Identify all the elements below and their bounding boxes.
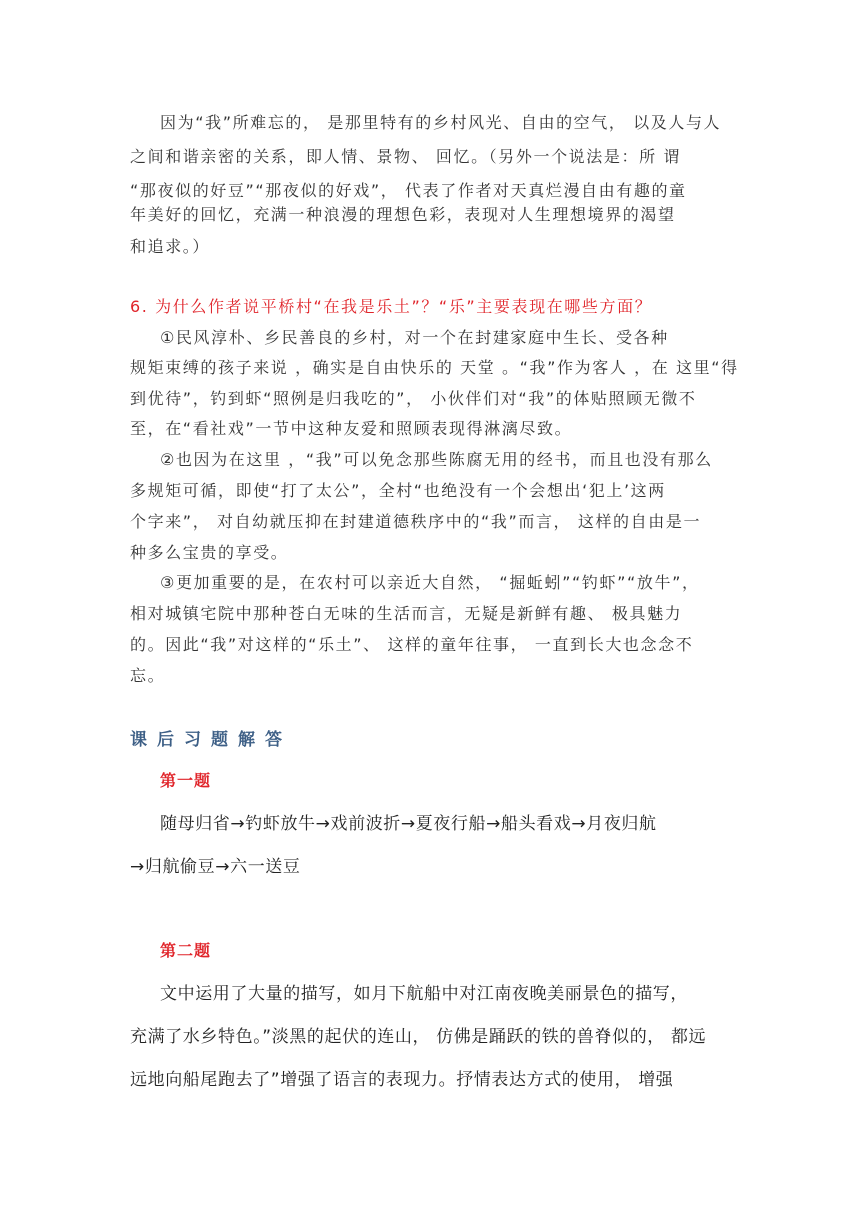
answer-line: ②也因为在这里 ，“我”可以免念那些陈腐无用的经书，而且也没有那么 bbox=[160, 450, 713, 469]
q1-answer-line: →归航偷豆→六一送豆 bbox=[130, 857, 301, 877]
answer-line: 个字来”， 对自幼就压抑在封建道德秩序中的“我”而言， 这样的自由是一 bbox=[130, 512, 702, 531]
paragraph-line: 年美好的回忆，充满一种浪漫的理想色彩，表现对人生理想境界的渴望 bbox=[130, 205, 676, 224]
answer-line: 的。因此“我”对这样的“乐土”、 这样的童年往事， 一直到长大也念念不 bbox=[130, 635, 694, 654]
answer-line: 种多么宝贵的享受。 bbox=[130, 543, 289, 562]
paragraph-line: 和追求。） bbox=[130, 237, 211, 256]
q1-heading: 第一题 bbox=[160, 771, 212, 790]
answer-line: 至，在“看社戏”一节中这种友爱和照顾表现得淋漓尽致。 bbox=[130, 419, 573, 438]
answer-line: ③更加重要的是，在农村可以亲近大自然， “掘蚯蚓”“钓虾”“放牛”， bbox=[160, 573, 700, 592]
answer-line: 到优待”，钓到虾“照例是归我吃的”， 小伙伴们对“我”的体贴照顾无微不 bbox=[130, 389, 697, 408]
q2-answer-line: 充满了水乡特色。”淡黑的起伏的连山， 仿佛是踊跃的铁的兽脊似的， 都远 bbox=[130, 1027, 707, 1047]
q2-answer-line: 文中运用了大量的描写，如月下航船中对江南夜晚美丽景色的描写， bbox=[160, 984, 688, 1004]
answer-line: ①民风淳朴、乡民善良的乡村，对一个在封建家庭中生长、受各种 bbox=[160, 328, 669, 347]
answer-line: 多规矩可循，即使“打了太公”，全村“也绝没有一个会想出‘犯上’这两 bbox=[130, 481, 666, 500]
paragraph-line: 之间和谐亲密的关系，即人情、景物、 回忆。（另外一个说法是：所 谓 bbox=[130, 147, 681, 166]
paragraph-line: 因为“我”所难忘的， 是那里特有的乡村风光、自由的空气， 以及人与人 bbox=[160, 113, 722, 132]
section-title: 课后习题解答 bbox=[130, 730, 292, 750]
q2-answer-line: 远地向船尾跑去了”增强了语言的表现力。抒情表达方式的使用， 增强 bbox=[130, 1070, 674, 1090]
answer-line: 相对城镇宅院中那种苍白无味的生活而言，无疑是新鲜有趣、 极具魅力 bbox=[130, 604, 683, 623]
answer-line: 忘。 bbox=[130, 666, 166, 685]
paragraph-line: “那夜似的好豆”“那夜似的好戏”， 代表了作者对天真烂漫自由有趣的童 bbox=[130, 181, 687, 200]
q1-answer-line: 随母归省→钓虾放牛→戏前波折→夏夜行船→船头看戏→月夜归航 bbox=[160, 814, 657, 834]
answer-line: 规矩束缚的孩子来说 ，确实是自由快乐的 天堂 。“我”作为客人 ，在 这里“得 bbox=[130, 358, 739, 377]
q2-heading: 第二题 bbox=[160, 941, 212, 960]
question-6-title: 6. 为什么作者说平桥村“在我是乐土”？“乐”主要表现在哪些方面？ bbox=[130, 297, 653, 316]
